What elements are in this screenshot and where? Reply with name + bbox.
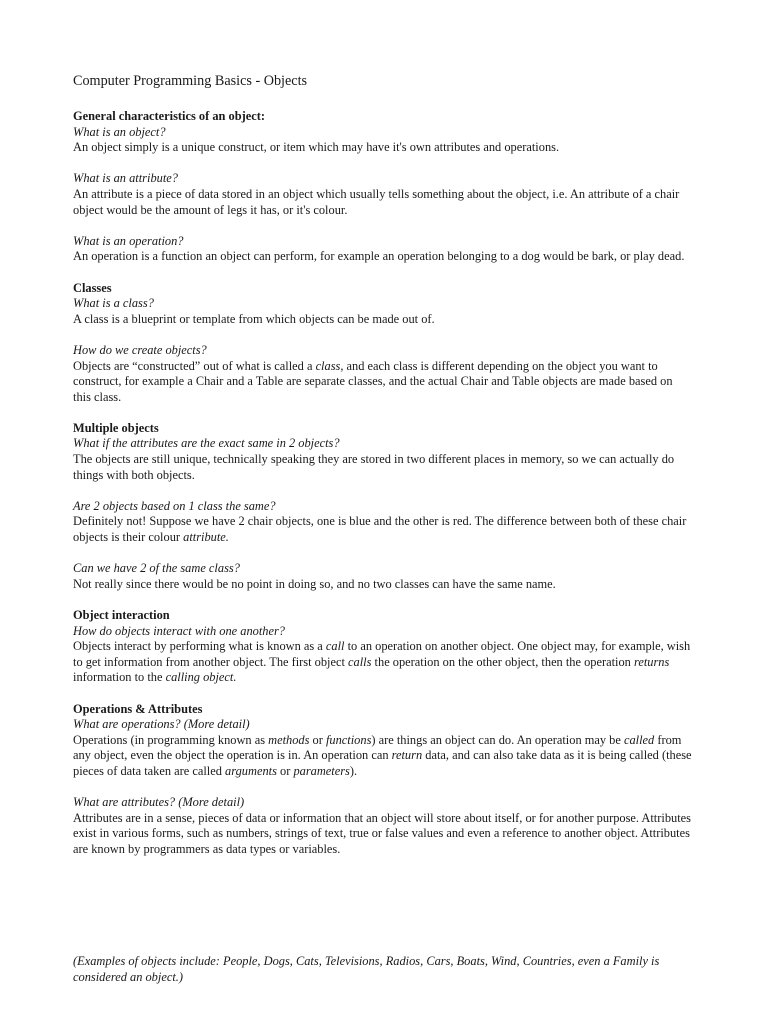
- answer-text: Attributes are in a sense, pieces of data or information that an object will store about itself, or for another purpose. Attributes exist in various forms, such as numbers, strings of text, true or false values and even a reference to another object. Attributes are known by programmers as data types or variables.: [73, 810, 691, 856]
- answer-text: An attribute is a piece of data stored in an object which usually tells something about the object, i.e. An attribute of a chair object would be the amount of legs it has, or it's colour.: [73, 186, 680, 217]
- document-page: [73, 72, 693, 858]
- section-spacer: [73, 686, 693, 702]
- answer: [73, 359, 693, 406]
- answer-text: A class is a blueprint or template from which objects can be made out of.: [73, 311, 435, 326]
- document-body: [73, 109, 693, 858]
- answer: [73, 452, 693, 483]
- answer: [73, 514, 693, 545]
- question: Can we have 2 of the same class?: [73, 561, 240, 576]
- question: How do we create objects?: [73, 342, 207, 357]
- emphasized-term: functions: [325, 732, 372, 747]
- answer: [73, 187, 693, 218]
- emphasized-term: methods: [268, 732, 310, 747]
- answer-text: Definitely not! Suppose we have 2 chair objects, one is blue and the other is red. The difference between both of these chair objects is their colour: [73, 514, 687, 545]
- answer-text: or: [276, 763, 294, 778]
- section: [73, 608, 693, 686]
- question: What is an object?: [73, 124, 166, 139]
- answer-text: Objects are “constructed” out of what is called a: [73, 358, 316, 373]
- section-heading: Multiple objects: [73, 420, 159, 435]
- question: What are operations? (More detail): [73, 717, 250, 732]
- emphasized-term: return: [391, 748, 423, 763]
- emphasized-term: calls: [348, 654, 372, 669]
- emphasized-term: call: [325, 639, 345, 654]
- emphasized-term: class,: [315, 358, 344, 373]
- answer: [73, 140, 693, 156]
- section-heading: General characteristics of an object:: [73, 109, 265, 123]
- paragraph-spacer: [73, 546, 693, 562]
- section-heading: Classes: [73, 280, 112, 295]
- answer: [73, 249, 693, 265]
- emphasized-term: calling object.: [165, 670, 237, 685]
- section-spacer: [73, 265, 693, 281]
- footer-note: (Examples of objects include: People, Dogs, Cats, Televisions, Radios, Cars, Boats, Wind, Countries, even a Family is considered an object.): [73, 954, 660, 984]
- document-title: Computer Programming Basics - Objects: [73, 73, 308, 89]
- emphasized-term: returns: [633, 654, 670, 669]
- answer-text: ) are things an object can do. An operation may be: [371, 732, 624, 747]
- question: What is an operation?: [73, 233, 184, 248]
- answer-text: the operation on the other object, then the operation: [371, 654, 634, 669]
- answer-text: to an operation on another object. One object may, for example, wish to get information from another object. The first object: [73, 639, 691, 669]
- answer: [73, 811, 693, 858]
- answer-text: and each class is different depending on the object you want to construct, for example a Chair and a Table are separate classes, and the actual Chair and Table objects are made based on this class.: [73, 358, 673, 404]
- question: What if the attributes are the exact same in 2 objects?: [73, 436, 340, 451]
- paragraph-spacer: [73, 780, 693, 796]
- answer-text: data, and can also take data as it is being called (these pieces of data taken are called: [73, 748, 692, 778]
- answer-text: or: [309, 732, 326, 747]
- question: What is a class?: [73, 296, 154, 311]
- section: [73, 109, 693, 265]
- question: Are 2 objects based on 1 class the same?: [73, 498, 276, 513]
- answer-text: An operation is a function an object can perform, for example an operation belonging to a dog would be bark, or play dead.: [73, 249, 685, 264]
- answer: [73, 733, 693, 780]
- paragraph-spacer: [73, 483, 693, 499]
- question: How do objects interact with one another?: [73, 623, 285, 638]
- paragraph-spacer: [73, 218, 693, 234]
- section: [73, 421, 693, 593]
- emphasized-term: parameters: [293, 763, 350, 778]
- paragraph-spacer: [73, 327, 693, 343]
- section-spacer: [73, 592, 693, 608]
- paragraph-spacer: [73, 156, 693, 172]
- emphasized-term: arguments: [225, 763, 277, 778]
- answer: [73, 577, 693, 593]
- section-heading: Operations & Attributes: [73, 701, 203, 716]
- answer-text: An object simply is a unique construct, or item which may have it's own attributes and operations.: [73, 140, 560, 155]
- section: [73, 281, 693, 406]
- section-heading: Object interaction: [73, 608, 170, 622]
- question: What is an attribute?: [73, 171, 178, 186]
- emphasized-term: called: [623, 732, 655, 747]
- answer-text: Objects interact by performing what is known as a: [73, 639, 326, 654]
- answer-text: The objects are still unique, technically speaking they are stored in two different places in memory, so we can actually do things with both objects.: [73, 452, 675, 482]
- question: What are attributes? (More detail): [73, 795, 245, 810]
- answer-text: information to the: [73, 670, 166, 685]
- section: [73, 702, 693, 858]
- answer-text: Operations (in programming known as: [73, 732, 269, 747]
- answer-text: Not really since there would be no point in doing so, and no two classes can have the same name.: [73, 576, 556, 591]
- answer: [73, 312, 693, 328]
- answer: [73, 639, 693, 686]
- emphasized-term: attribute.: [183, 530, 229, 545]
- answer-text: ).: [349, 763, 358, 778]
- answer-text: from any object, even the object the operation is in. An operation can: [73, 732, 682, 763]
- section-spacer: [73, 405, 693, 421]
